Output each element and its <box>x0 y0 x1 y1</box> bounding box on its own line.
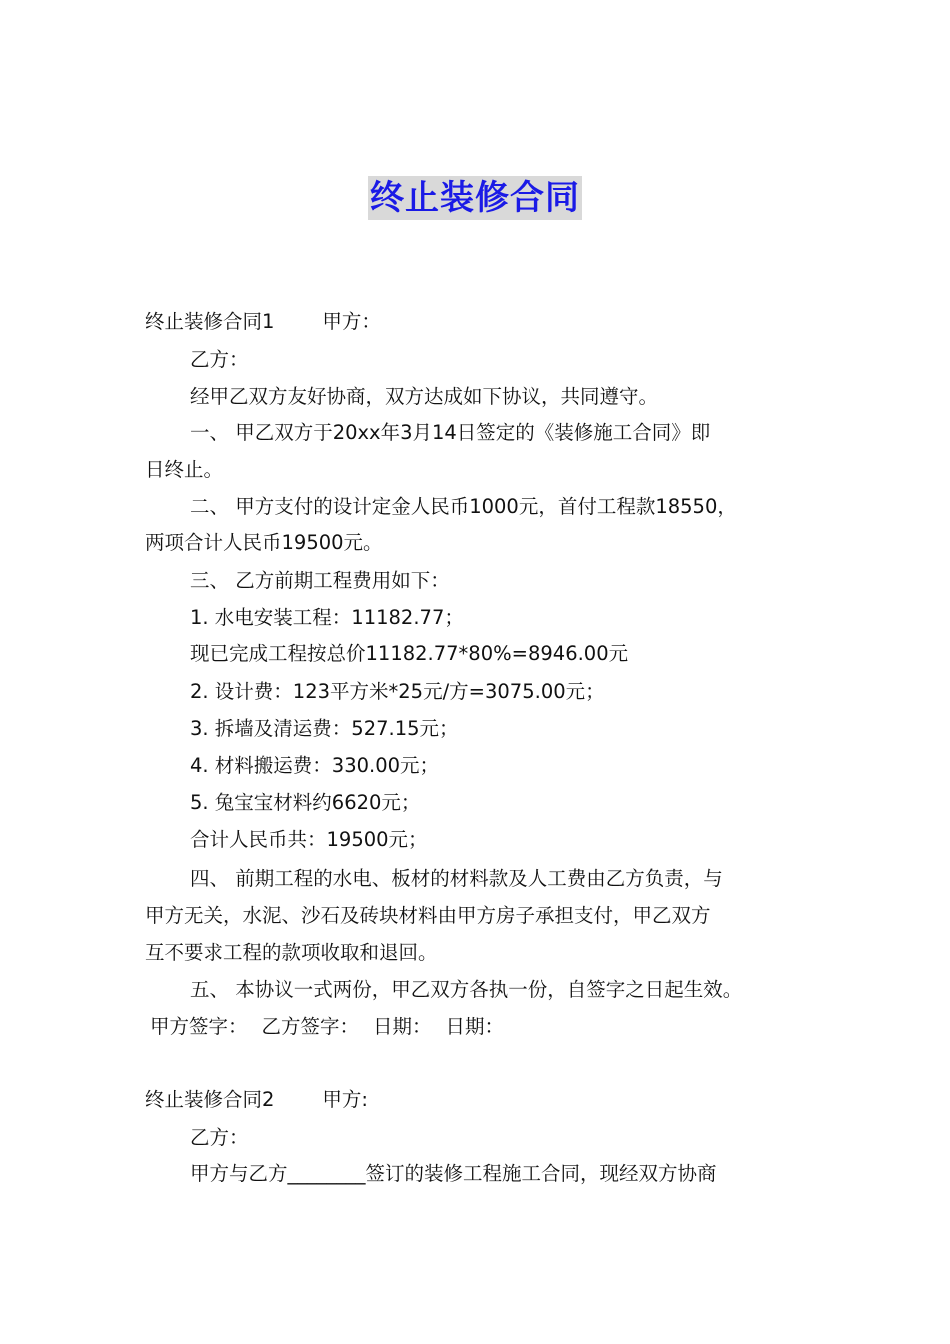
item4-line1: 四、 前期工程的水电、板材的材料款及人工费由乙方负责，与 <box>190 867 723 890</box>
item5: 五、 本协议一式两份，甲乙双方各执一份，自签字之日起生效。 <box>190 978 743 1001</box>
item2-line1: 二、 甲方支付的设计定金人民币1000元，首付工程款18550， <box>190 495 737 518</box>
item1-line1: 一、 甲乙双方于20xx年3月14日签定的《装修施工合同》即 <box>190 421 711 444</box>
section2-heading-row <box>145 1087 368 1113</box>
fee1: 1. 水电安装工程：11182.77； <box>190 606 464 629</box>
item3: 三、 乙方前期工程费用如下： <box>190 569 450 592</box>
total: 合计人民币共：19500元； <box>190 828 428 851</box>
title-wrap <box>0 176 950 220</box>
fee2: 2. 设计费：123平方米*25元/方=3075.00元； <box>190 680 605 703</box>
signature-row <box>150 1014 518 1040</box>
section1-heading: 终止装修合同1 <box>145 310 275 333</box>
item4-line3: 互不要求工程的款项收取和退回。 <box>145 941 438 964</box>
fee5: 5. 兔宝宝材料约6620元； <box>190 791 421 814</box>
item2-line2: 两项合计人民币19500元。 <box>145 531 383 554</box>
fee4: 4. 材料搬运费：330.00元； <box>190 754 440 777</box>
section2-party-b: 乙方： <box>190 1126 249 1149</box>
sign-party-a: 甲方签字： <box>150 1015 248 1038</box>
item4-line2: 甲方无关，水泥、沙石及砖块材料由甲方房子承担支付，甲乙双方 <box>145 904 711 927</box>
date-1: 日期： <box>373 1015 432 1038</box>
section1-intro: 经甲乙双方友好协商，双方达成如下协议，共同遵守。 <box>190 385 659 408</box>
section1-party-a: 甲方： <box>322 310 381 333</box>
fee1-note: 现已完成工程按总价11182.77*80%=8946.00元 <box>190 642 629 665</box>
section1-heading-row <box>145 309 381 335</box>
section1-party-b: 乙方： <box>190 348 249 371</box>
fee3: 3. 拆墙及清运费：527.15元； <box>190 717 459 740</box>
date-2: 日期： <box>445 1015 505 1038</box>
item1-line2: 日终止。 <box>145 458 224 481</box>
section2-party-a: 甲方: <box>322 1088 368 1111</box>
section2-body-line1: 甲方与乙方________签订的装修工程施工合同，现经双方协商 <box>190 1162 717 1185</box>
section2-heading: 终止装修合同2 <box>145 1088 275 1111</box>
sign-party-b: 乙方签字： <box>261 1015 360 1038</box>
document-title: 终止装修合同 <box>370 178 580 218</box>
